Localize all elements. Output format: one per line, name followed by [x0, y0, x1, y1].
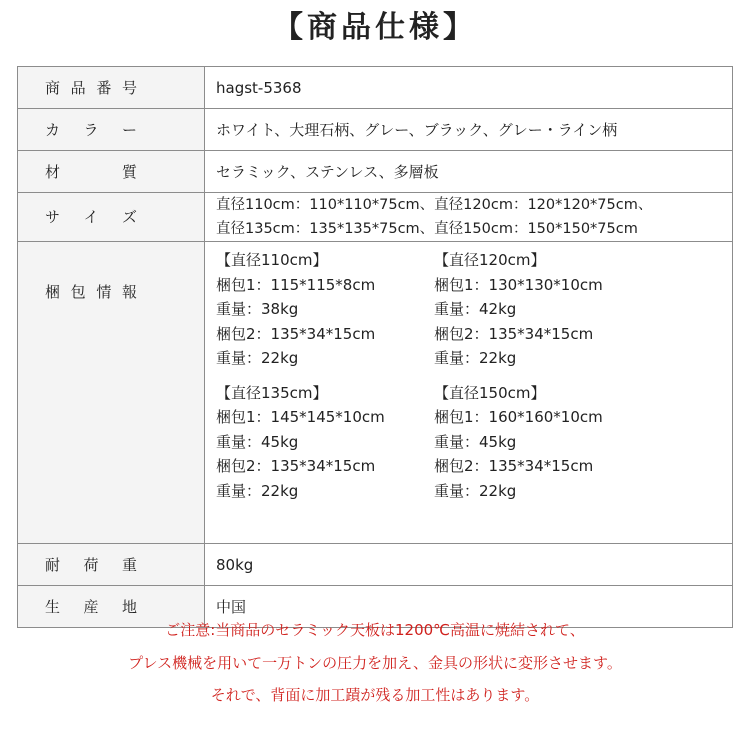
label-char: 材 [45, 162, 61, 181]
label-char: 号 [121, 78, 137, 97]
spec-row-material [18, 151, 733, 193]
row-label [45, 76, 137, 100]
packing-heading: 【直径110cm】 [216, 251, 328, 269]
row-label [45, 160, 137, 184]
packing-block-120 [434, 248, 664, 371]
packing-line: 重量：22kg [216, 349, 299, 367]
label-char: 包 [70, 283, 86, 301]
label-char: サ [45, 208, 61, 226]
packing-line: 梱包2：135*34*15cm [216, 457, 376, 475]
spec-row-size [18, 193, 733, 242]
label-char: 梱 [45, 283, 61, 301]
packing-line: 梱包2：135*34*15cm [434, 457, 594, 475]
spec-row-packing [18, 242, 733, 544]
label-char: 荷 [83, 555, 99, 574]
label-char: 報 [121, 283, 137, 301]
packing-grid [216, 242, 728, 503]
row-label [45, 280, 137, 304]
label-char: 質 [121, 162, 137, 181]
packing-block-110 [216, 248, 434, 371]
label-char: ー [121, 120, 137, 139]
label-char: 重 [121, 555, 137, 574]
packing-line: 梱包1：130*130*10cm [434, 275, 603, 294]
notice-text [0, 614, 750, 712]
label-cell [18, 151, 205, 193]
label-char: ズ [121, 208, 137, 226]
label-char: 生 [45, 597, 61, 616]
packing-line: 梱包1：145*145*10cm [216, 408, 385, 426]
packing-line: 梱包2：135*34*15cm [216, 324, 376, 343]
label-cell [18, 242, 205, 544]
origin-value: 中国 [205, 586, 733, 628]
label-char: 地 [121, 597, 137, 616]
packing-line: 梱包1：160*160*10cm [434, 408, 603, 426]
row-label [45, 118, 137, 142]
packing-line: 梱包2：135*34*15cm [434, 324, 594, 343]
size-line: 直径110cm：110*110*75cm、直径120cm：120*120*75cm、 [216, 197, 653, 213]
label-char: ラ [83, 120, 99, 139]
packing-heading: 【直径120cm】 [434, 251, 546, 269]
label-cell [18, 67, 205, 109]
spec-table [17, 66, 733, 628]
packing-line: 重量：38kg [216, 300, 299, 318]
packing-line: 重量：42kg [434, 300, 517, 318]
label-char: 情 [96, 283, 112, 301]
label-char: 耐 [45, 555, 61, 574]
load-capacity-value: 80kg [205, 544, 733, 586]
packing-heading: 【直径150cm】 [434, 383, 546, 402]
notice-line: ご注意:当商品のセラミック天板は1200℃高温に焼結されて、 [165, 621, 585, 639]
packing-line: 重量：45kg [216, 432, 299, 451]
packing-line: 重量：22kg [434, 349, 517, 367]
packing-block-135 [216, 381, 434, 504]
packing-line: 重量：22kg [434, 481, 517, 500]
label-char: 商 [45, 78, 61, 97]
label-cell [18, 109, 205, 151]
notice-line: プレス機械を用いて一万トンの圧力を加え、金具の形状に変形させます。 [128, 653, 622, 672]
model-number-value: hagst-5368 [205, 67, 733, 109]
row-label [45, 553, 137, 577]
label-char: カ [45, 120, 61, 139]
label-cell [18, 544, 205, 586]
size-value [205, 193, 733, 242]
page-title: 【商品仕様】 [273, 10, 477, 45]
packing-value [205, 242, 733, 544]
spec-row-model [18, 67, 733, 109]
packing-heading: 【直径135cm】 [216, 383, 328, 402]
label-cell [18, 193, 205, 242]
size-line: 直径135cm：135*135*75cm、直径150cm：150*150*75cm [216, 221, 638, 237]
label-char: 番 [96, 78, 112, 97]
spec-row-color [18, 109, 733, 151]
material-value: セラミック、ステンレス、多層板 [205, 151, 733, 193]
packing-line: 重量：22kg [216, 481, 299, 500]
row-label [45, 205, 137, 229]
label-char: 品 [70, 78, 86, 97]
label-char: 産 [83, 597, 99, 616]
notice-line: それで、背面に加工蹟が残る加工性はあります。 [210, 686, 540, 704]
packing-line: 重量：45kg [434, 432, 517, 451]
packing-line: 梱包1：115*115*8cm [216, 275, 376, 294]
spec-row-load [18, 544, 733, 586]
label-char: イ [83, 208, 99, 226]
color-value: ホワイト、大理石柄、グレー、ブラック、グレー・ライン柄 [205, 109, 733, 151]
packing-block-150 [434, 381, 664, 504]
